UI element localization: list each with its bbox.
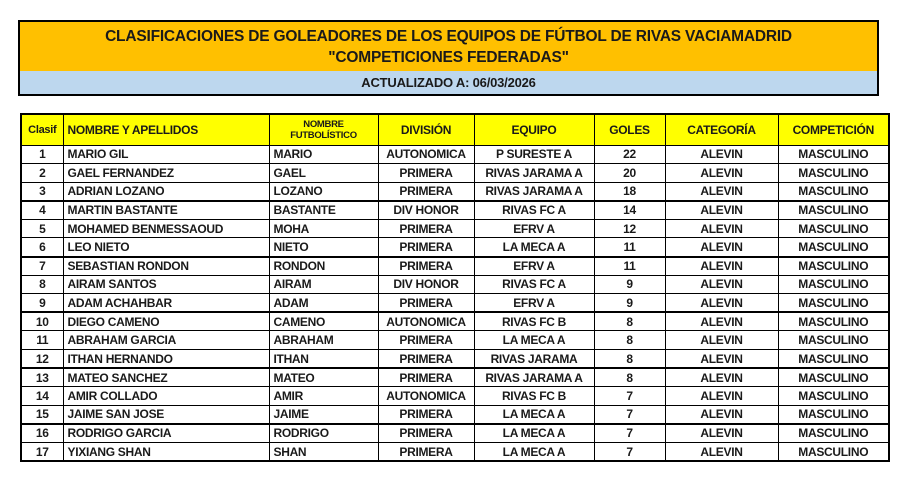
cell-equipo: RIVAS JARAMA A [474, 164, 594, 183]
cell-division: PRIMERA [378, 350, 474, 369]
cell-categoria: ALEVIN [665, 331, 778, 350]
cell-competicion: MASCULINO [778, 368, 889, 387]
table-row [21, 164, 889, 183]
title-line-2: "COMPETICIONES FEDERADAS" [328, 49, 569, 66]
cell-competicion: MASCULINO [778, 164, 889, 183]
cell-competicion: MASCULINO [778, 182, 889, 201]
cell-nombre-futbolistico: CAMENO [269, 312, 378, 331]
cell-division: AUTONOMICA [378, 145, 474, 164]
table-row [21, 443, 889, 462]
cell-nombre-apellidos: SEBASTIAN RONDON [63, 257, 269, 276]
cell-competicion: MASCULINO [778, 443, 889, 462]
cell-nombre-futbolistico: BASTANTE [269, 201, 378, 220]
cell-competicion: MASCULINO [778, 387, 889, 406]
cell-clasif: 9 [21, 294, 63, 313]
cell-nombre-futbolistico: AIRAM [269, 275, 378, 294]
cell-division: PRIMERA [378, 257, 474, 276]
cell-categoria: ALEVIN [665, 275, 778, 294]
cell-goles: 7 [594, 387, 665, 406]
scorers-table [20, 113, 890, 462]
cell-nombre-futbolistico: NIETO [269, 238, 378, 257]
cell-clasif: 7 [21, 257, 63, 276]
cell-equipo: RIVAS FC B [474, 387, 594, 406]
table-row [21, 238, 889, 257]
cell-clasif: 17 [21, 443, 63, 462]
cell-clasif: 8 [21, 275, 63, 294]
cell-clasif: 3 [21, 182, 63, 201]
cell-goles: 9 [594, 294, 665, 313]
cell-nombre-apellidos: AIRAM SANTOS [63, 275, 269, 294]
cell-equipo: RIVAS FC A [474, 201, 594, 220]
cell-categoria: ALEVIN [665, 145, 778, 164]
cell-categoria: ALEVIN [665, 238, 778, 257]
cell-clasif: 11 [21, 331, 63, 350]
cell-nombre-apellidos: AMIR COLLADO [63, 387, 269, 406]
header-categoria: CATEGORÍA [665, 114, 778, 145]
cell-equipo: RIVAS JARAMA A [474, 182, 594, 201]
table-row [21, 331, 889, 350]
cell-division: AUTONOMICA [378, 312, 474, 331]
cell-goles: 18 [594, 182, 665, 201]
cell-nombre-futbolistico: RONDON [269, 257, 378, 276]
cell-nombre-futbolistico: LOZANO [269, 182, 378, 201]
header-goles: GOLES [594, 114, 665, 145]
cell-competicion: MASCULINO [778, 405, 889, 424]
table-row [21, 145, 889, 164]
header-clasif: Clasif [21, 114, 63, 145]
cell-division: PRIMERA [378, 368, 474, 387]
cell-division: DIV HONOR [378, 275, 474, 294]
cell-division: PRIMERA [378, 331, 474, 350]
cell-competicion: MASCULINO [778, 257, 889, 276]
cell-nombre-futbolistico: ADAM [269, 294, 378, 313]
header-division: DIVISIÓN [378, 114, 474, 145]
cell-categoria: ALEVIN [665, 312, 778, 331]
cell-categoria: ALEVIN [665, 443, 778, 462]
cell-clasif: 1 [21, 145, 63, 164]
cell-division: PRIMERA [378, 443, 474, 462]
cell-division: PRIMERA [378, 405, 474, 424]
cell-competicion: MASCULINO [778, 145, 889, 164]
cell-categoria: ALEVIN [665, 405, 778, 424]
title-banner [18, 20, 879, 96]
cell-division: PRIMERA [378, 164, 474, 183]
header-nombre-futbolistico: NOMBRE FUTBOLÍSTICO [269, 114, 378, 145]
cell-goles: 7 [594, 405, 665, 424]
cell-equipo: EFRV A [474, 219, 594, 238]
cell-nombre-apellidos: MOHAMED BENMESSAOUD [63, 219, 269, 238]
cell-clasif: 12 [21, 350, 63, 369]
cell-categoria: ALEVIN [665, 387, 778, 406]
cell-goles: 8 [594, 312, 665, 331]
cell-goles: 8 [594, 331, 665, 350]
cell-equipo: RIVAS JARAMA [474, 350, 594, 369]
cell-nombre-futbolistico: MARIO [269, 145, 378, 164]
cell-goles: 20 [594, 164, 665, 183]
cell-competicion: MASCULINO [778, 219, 889, 238]
cell-goles: 12 [594, 219, 665, 238]
cell-competicion: MASCULINO [778, 238, 889, 257]
table-row [21, 405, 889, 424]
cell-nombre-apellidos: JAIME SAN JOSE [63, 405, 269, 424]
cell-nombre-futbolistico: MOHA [269, 219, 378, 238]
table-row [21, 387, 889, 406]
cell-goles: 11 [594, 238, 665, 257]
cell-nombre-futbolistico: ABRAHAM [269, 331, 378, 350]
cell-goles: 22 [594, 145, 665, 164]
cell-nombre-apellidos: GAEL FERNANDEZ [63, 164, 269, 183]
cell-nombre-apellidos: YIXIANG SHAN [63, 443, 269, 462]
cell-equipo: P SURESTE A [474, 145, 594, 164]
cell-equipo: LA MECA A [474, 405, 594, 424]
updated-text: ACTUALIZADO A: 06/03/2026 [361, 75, 536, 90]
table-row [21, 368, 889, 387]
cell-nombre-futbolistico: RODRIGO [269, 424, 378, 443]
cell-nombre-futbolistico: GAEL [269, 164, 378, 183]
cell-nombre-futbolistico: AMIR [269, 387, 378, 406]
cell-nombre-futbolistico: JAIME [269, 405, 378, 424]
cell-categoria: ALEVIN [665, 164, 778, 183]
cell-goles: 11 [594, 257, 665, 276]
cell-clasif: 6 [21, 238, 63, 257]
cell-clasif: 15 [21, 405, 63, 424]
cell-competicion: MASCULINO [778, 350, 889, 369]
scorers-table-wrapper [20, 113, 890, 462]
cell-goles: 8 [594, 350, 665, 369]
table-row [21, 201, 889, 220]
cell-nombre-apellidos: RODRIGO GARCIA [63, 424, 269, 443]
cell-equipo: LA MECA A [474, 443, 594, 462]
table-row [21, 275, 889, 294]
cell-categoria: ALEVIN [665, 201, 778, 220]
cell-nombre-apellidos: MARTIN BASTANTE [63, 201, 269, 220]
cell-division: DIV HONOR [378, 201, 474, 220]
cell-categoria: ALEVIN [665, 368, 778, 387]
cell-competicion: MASCULINO [778, 424, 889, 443]
cell-division: PRIMERA [378, 294, 474, 313]
cell-clasif: 5 [21, 219, 63, 238]
cell-nombre-apellidos: MARIO GIL [63, 145, 269, 164]
cell-competicion: MASCULINO [778, 312, 889, 331]
updated-banner [20, 71, 877, 94]
header-competicion: COMPETICIÓN [778, 114, 889, 145]
cell-clasif: 13 [21, 368, 63, 387]
cell-nombre-apellidos: ADRIAN LOZANO [63, 182, 269, 201]
cell-nombre-apellidos: ITHAN HERNANDO [63, 350, 269, 369]
header-equipo: EQUIPO [474, 114, 594, 145]
cell-division: PRIMERA [378, 424, 474, 443]
cell-equipo: LA MECA A [474, 331, 594, 350]
cell-clasif: 4 [21, 201, 63, 220]
cell-competicion: MASCULINO [778, 201, 889, 220]
page-title [20, 22, 877, 71]
cell-equipo: LA MECA A [474, 424, 594, 443]
cell-goles: 8 [594, 368, 665, 387]
cell-clasif: 10 [21, 312, 63, 331]
cell-nombre-futbolistico: MATEO [269, 368, 378, 387]
header-nombre: NOMBRE Y APELLIDOS [63, 114, 269, 145]
cell-competicion: MASCULINO [778, 294, 889, 313]
cell-nombre-apellidos: ABRAHAM GARCIA [63, 331, 269, 350]
cell-clasif: 2 [21, 164, 63, 183]
table-header-row [21, 114, 889, 145]
cell-categoria: ALEVIN [665, 182, 778, 201]
cell-clasif: 14 [21, 387, 63, 406]
cell-categoria: ALEVIN [665, 350, 778, 369]
cell-equipo: EFRV A [474, 257, 594, 276]
cell-equipo: LA MECA A [474, 238, 594, 257]
cell-clasif: 16 [21, 424, 63, 443]
cell-nombre-apellidos: ADAM ACHAHBAR [63, 294, 269, 313]
table-row [21, 294, 889, 313]
cell-nombre-futbolistico: ITHAN [269, 350, 378, 369]
cell-categoria: ALEVIN [665, 294, 778, 313]
table-row [21, 257, 889, 276]
cell-division: PRIMERA [378, 238, 474, 257]
cell-categoria: ALEVIN [665, 219, 778, 238]
table-row [21, 182, 889, 201]
cell-goles: 9 [594, 275, 665, 294]
table-row [21, 219, 889, 238]
cell-goles: 7 [594, 443, 665, 462]
cell-competicion: MASCULINO [778, 331, 889, 350]
cell-equipo: RIVAS FC A [474, 275, 594, 294]
cell-categoria: ALEVIN [665, 424, 778, 443]
cell-division: AUTONOMICA [378, 387, 474, 406]
cell-goles: 7 [594, 424, 665, 443]
cell-nombre-apellidos: DIEGO CAMENO [63, 312, 269, 331]
table-row [21, 312, 889, 331]
table-row [21, 350, 889, 369]
cell-equipo: RIVAS JARAMA A [474, 368, 594, 387]
table-row [21, 424, 889, 443]
cell-categoria: ALEVIN [665, 257, 778, 276]
cell-division: PRIMERA [378, 219, 474, 238]
cell-nombre-futbolistico: SHAN [269, 443, 378, 462]
cell-nombre-apellidos: LEO NIETO [63, 238, 269, 257]
cell-competicion: MASCULINO [778, 275, 889, 294]
cell-equipo: EFRV A [474, 294, 594, 313]
title-line-1: CLASIFICACIONES DE GOLEADORES DE LOS EQUIPOS DE FÚTBOL DE RIVAS VACIAMADRID [105, 28, 792, 45]
cell-goles: 14 [594, 201, 665, 220]
cell-division: PRIMERA [378, 182, 474, 201]
cell-equipo: RIVAS FC B [474, 312, 594, 331]
cell-nombre-apellidos: MATEO SANCHEZ [63, 368, 269, 387]
